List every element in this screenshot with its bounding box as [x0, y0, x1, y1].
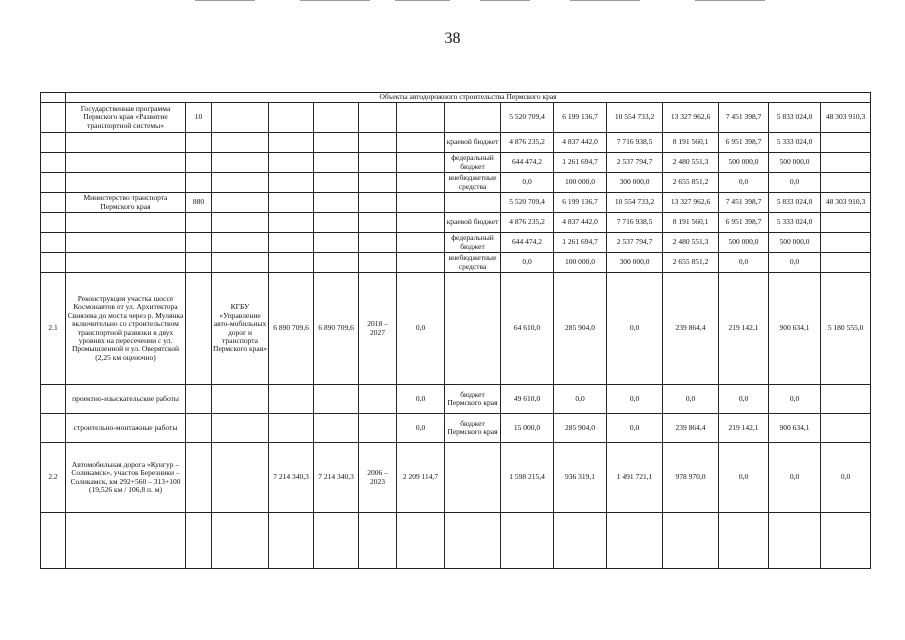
- row-value-cell: 5 520 709,4: [501, 103, 554, 133]
- row-agent-cell: [212, 213, 269, 233]
- row-source-cell: краевой бюджет: [445, 133, 501, 153]
- row-value-cell: 0,0: [663, 385, 719, 414]
- table-row: [41, 513, 871, 569]
- row-value-cell: 5 333 024,0: [769, 213, 821, 233]
- row-source-cell: бюджет Пермского края: [445, 385, 501, 414]
- row-name-cell: [66, 233, 186, 253]
- row-value-cell: 900 634,1: [769, 414, 821, 443]
- row-cost2-cell: [314, 103, 359, 133]
- row-cost-cell: [269, 153, 314, 173]
- row-period-cell: [359, 103, 397, 133]
- table-row: [41, 253, 871, 273]
- table-row: [41, 385, 871, 414]
- row-cost2-cell: [314, 414, 359, 443]
- row-cost2-cell: [314, 385, 359, 414]
- row-prev-cell: 0,0: [397, 273, 445, 385]
- row-total-cell: [821, 414, 871, 443]
- row-period-cell: [359, 213, 397, 233]
- row-cost-cell: [269, 513, 314, 569]
- row-cost-cell: [269, 173, 314, 193]
- row-value-cell: 239 864,4: [663, 414, 719, 443]
- row-period-cell: [359, 513, 397, 569]
- row-cost-cell: [269, 233, 314, 253]
- row-value-cell: 8 191 560,1: [663, 133, 719, 153]
- row-value-cell: 13 327 962,6: [663, 103, 719, 133]
- row-agent-cell: [212, 443, 269, 513]
- row-code-cell: [186, 253, 212, 273]
- row-cost2-cell: 6 890 709,6: [314, 273, 359, 385]
- row-code-cell: [186, 233, 212, 253]
- row-name-cell: [66, 253, 186, 273]
- row-value-cell: 500 000,0: [769, 233, 821, 253]
- row-cost2-cell: [314, 233, 359, 253]
- table-row: [41, 233, 871, 253]
- row-total-cell: 0,0: [821, 443, 871, 513]
- row-source-cell: [445, 273, 501, 385]
- row-value-cell: 2 537 794,7: [607, 153, 663, 173]
- table-row: [41, 213, 871, 233]
- row-cost-cell: 6 890 709,6: [269, 273, 314, 385]
- row-total-cell: [821, 513, 871, 569]
- row-value-cell: 64 610,0: [501, 273, 554, 385]
- row-period-cell: [359, 253, 397, 273]
- row-period-cell: 2018 – 2027: [359, 273, 397, 385]
- row-prev-cell: [397, 253, 445, 273]
- row-code-cell: [186, 414, 212, 443]
- row-agent-cell: [212, 153, 269, 173]
- row-value-cell: 100 000,0: [554, 173, 607, 193]
- row-agent-cell: [212, 513, 269, 569]
- row-value-cell: 1 491 721,1: [607, 443, 663, 513]
- row-value-cell: 100 000,0: [554, 253, 607, 273]
- row-period-cell: 2006 – 2023: [359, 443, 397, 513]
- row-value-cell: [554, 513, 607, 569]
- row-value-cell: 5 833 024,0: [769, 103, 821, 133]
- row-number-cell: [41, 133, 66, 153]
- row-source-cell: федеральный бюджет: [445, 233, 501, 253]
- row-code-cell: 880: [186, 193, 212, 213]
- row-value-cell: 0,0: [719, 385, 769, 414]
- row-total-cell: 48 303 910,3: [821, 103, 871, 133]
- row-value-cell: 6 951 398,7: [719, 133, 769, 153]
- row-name-cell: проектно-изыскательские работы: [66, 385, 186, 414]
- row-name-cell: строительно-монтажные работы: [66, 414, 186, 443]
- row-value-cell: 7 451 398,7: [719, 103, 769, 133]
- table-row: [41, 153, 871, 173]
- row-value-cell: [663, 513, 719, 569]
- row-value-cell: 6 199 136,7: [554, 193, 607, 213]
- row-prev-cell: [397, 153, 445, 173]
- row-agent-cell: [212, 173, 269, 193]
- row-total-cell: [821, 213, 871, 233]
- row-period-cell: [359, 414, 397, 443]
- row-code-cell: [186, 173, 212, 193]
- row-name-cell: Государственная программа Пермского края «Развитие транспортной системы»: [66, 103, 186, 133]
- row-total-cell: [821, 133, 871, 153]
- row-source-cell: [445, 443, 501, 513]
- row-value-cell: 0,0: [607, 414, 663, 443]
- row-prev-cell: [397, 173, 445, 193]
- table-row: [41, 443, 871, 513]
- row-period-cell: [359, 385, 397, 414]
- page-number: 38: [444, 30, 461, 47]
- row-value-cell: 0,0: [769, 173, 821, 193]
- row-agent-cell: [212, 253, 269, 273]
- row-value-cell: 0,0: [607, 273, 663, 385]
- row-cost-cell: [269, 253, 314, 273]
- row-total-cell: 48 303 910,3: [821, 193, 871, 213]
- row-period-cell: [359, 193, 397, 213]
- row-cost2-cell: [314, 133, 359, 153]
- row-number-cell: [41, 173, 66, 193]
- row-source-cell: внебюджетные средства: [445, 173, 501, 193]
- row-number-cell: [41, 414, 66, 443]
- row-name-cell: [66, 153, 186, 173]
- row-value-cell: 6 951 398,7: [719, 213, 769, 233]
- row-source-cell: федеральный бюджет: [445, 153, 501, 173]
- table-row: [41, 273, 871, 385]
- table-row: [41, 103, 871, 133]
- table-row: [41, 173, 871, 193]
- row-source-cell: [445, 193, 501, 213]
- row-value-cell: 4 876 235,2: [501, 213, 554, 233]
- row-value-cell: 7 451 398,7: [719, 193, 769, 213]
- row-value-cell: 644 474,2: [501, 153, 554, 173]
- row-value-cell: [501, 513, 554, 569]
- row-value-cell: [719, 513, 769, 569]
- row-value-cell: 900 634,1: [769, 273, 821, 385]
- row-period-cell: [359, 153, 397, 173]
- row-value-cell: 0,0: [769, 385, 821, 414]
- row-cost2-cell: [314, 513, 359, 569]
- row-source-cell: [445, 513, 501, 569]
- row-agent-cell: [212, 133, 269, 153]
- row-code-cell: 10: [186, 103, 212, 133]
- table-body: [41, 103, 871, 569]
- row-value-cell: 644 474,2: [501, 233, 554, 253]
- row-total-cell: [821, 385, 871, 414]
- row-number-cell: [41, 153, 66, 173]
- row-value-cell: 500 000,0: [719, 233, 769, 253]
- row-total-cell: [821, 153, 871, 173]
- row-prev-cell: 2 209 114,7: [397, 443, 445, 513]
- row-agent-cell: [212, 385, 269, 414]
- row-value-cell: 978 970,0: [663, 443, 719, 513]
- row-value-cell: 2 655 851,2: [663, 173, 719, 193]
- row-number-cell: [41, 253, 66, 273]
- row-prev-cell: [397, 513, 445, 569]
- row-value-cell: 1 598 215,4: [501, 443, 554, 513]
- row-value-cell: 0,0: [554, 385, 607, 414]
- row-cost2-cell: [314, 213, 359, 233]
- row-code-cell: [186, 273, 212, 385]
- row-value-cell: [769, 513, 821, 569]
- row-value-cell: 6 199 136,7: [554, 103, 607, 133]
- row-value-cell: 285 904,0: [554, 273, 607, 385]
- row-number-cell: [41, 193, 66, 213]
- row-agent-cell: КГБУ «Управление авто-мобильных дорог и транспорта Пермского края»: [212, 273, 269, 385]
- table-row: [41, 414, 871, 443]
- row-code-cell: [186, 385, 212, 414]
- row-code-cell: [186, 213, 212, 233]
- row-value-cell: 4 837 442,0: [554, 133, 607, 153]
- row-number-cell: [41, 385, 66, 414]
- row-value-cell: 7 716 938,5: [607, 213, 663, 233]
- row-period-cell: [359, 233, 397, 253]
- row-value-cell: 239 864,4: [663, 273, 719, 385]
- row-source-cell: внебюджетные средства: [445, 253, 501, 273]
- row-value-cell: 300 000,0: [607, 173, 663, 193]
- row-value-cell: 2 655 851,2: [663, 253, 719, 273]
- section-header: Объекты автодорожного строительства Пермского края: [66, 93, 871, 103]
- row-value-cell: 300 000,0: [607, 253, 663, 273]
- row-value-cell: 285 904,0: [554, 414, 607, 443]
- row-value-cell: 7 716 938,5: [607, 133, 663, 153]
- row-value-cell: 2 537 794,7: [607, 233, 663, 253]
- row-cost2-cell: [314, 193, 359, 213]
- row-prev-cell: 0,0: [397, 385, 445, 414]
- row-code-cell: [186, 153, 212, 173]
- row-code-cell: [186, 513, 212, 569]
- row-cost-cell: [269, 193, 314, 213]
- header-blank-cell: [41, 93, 66, 103]
- table-row: [41, 193, 871, 213]
- row-value-cell: 0,0: [501, 253, 554, 273]
- row-prev-cell: [397, 233, 445, 253]
- row-agent-cell: [212, 103, 269, 133]
- row-value-cell: 0,0: [769, 443, 821, 513]
- row-prev-cell: [397, 133, 445, 153]
- row-number-cell: [41, 103, 66, 133]
- row-number-cell: [41, 213, 66, 233]
- row-value-cell: 1 261 694,7: [554, 153, 607, 173]
- row-value-cell: 219 142,1: [719, 273, 769, 385]
- row-prev-cell: [397, 193, 445, 213]
- row-total-cell: [821, 233, 871, 253]
- row-value-cell: [607, 513, 663, 569]
- row-cost-cell: [269, 103, 314, 133]
- row-total-cell: [821, 173, 871, 193]
- row-cost2-cell: 7 214 340,3: [314, 443, 359, 513]
- row-value-cell: 15 000,0: [501, 414, 554, 443]
- row-cost-cell: 7 214 340,3: [269, 443, 314, 513]
- budget-table: [40, 92, 871, 569]
- row-cost2-cell: [314, 153, 359, 173]
- row-number-cell: [41, 233, 66, 253]
- row-cost-cell: [269, 414, 314, 443]
- row-value-cell: 2 480 551,3: [663, 153, 719, 173]
- row-period-cell: [359, 173, 397, 193]
- row-cost2-cell: [314, 253, 359, 273]
- row-value-cell: 5 520 709,4: [501, 193, 554, 213]
- row-value-cell: 2 480 551,3: [663, 233, 719, 253]
- row-source-cell: краевой бюджет: [445, 213, 501, 233]
- row-total-cell: 5 180 555,0: [821, 273, 871, 385]
- row-number-cell: 2.1: [41, 273, 66, 385]
- row-value-cell: 13 327 962,6: [663, 193, 719, 213]
- row-period-cell: [359, 133, 397, 153]
- row-source-cell: [445, 103, 501, 133]
- row-value-cell: 10 554 733,2: [607, 193, 663, 213]
- row-value-cell: 49 610,0: [501, 385, 554, 414]
- row-code-cell: [186, 133, 212, 153]
- row-cost2-cell: [314, 173, 359, 193]
- row-agent-cell: [212, 193, 269, 213]
- row-value-cell: 8 191 560,1: [663, 213, 719, 233]
- row-value-cell: 0,0: [719, 253, 769, 273]
- row-value-cell: 0,0: [719, 173, 769, 193]
- row-cost-cell: [269, 213, 314, 233]
- row-name-cell: [66, 213, 186, 233]
- row-value-cell: 5 333 024,0: [769, 133, 821, 153]
- row-cost-cell: [269, 385, 314, 414]
- row-cost-cell: [269, 133, 314, 153]
- row-source-cell: бюджет Пермского края: [445, 414, 501, 443]
- row-value-cell: 219 142,1: [719, 414, 769, 443]
- row-value-cell: 0,0: [501, 173, 554, 193]
- row-value-cell: 10 554 733,2: [607, 103, 663, 133]
- row-value-cell: 4 837 442,0: [554, 213, 607, 233]
- row-prev-cell: [397, 213, 445, 233]
- section-header-row: [41, 93, 871, 103]
- row-number-cell: [41, 513, 66, 569]
- row-name-cell: [66, 133, 186, 153]
- table-row: [41, 133, 871, 153]
- row-name-cell: Реконструкция участка шоссе Космонавтов от ул. Архитектора Свиязева до моста через р. Мулянка включительно со строительством транспортной развязки в двух уровнях на пересечении с ул. Промышленной и ул. Оверятской (2,25 км оценочно): [66, 273, 186, 385]
- row-value-cell: 5 833 024,0: [769, 193, 821, 213]
- row-value-cell: 4 876 235,2: [501, 133, 554, 153]
- row-value-cell: 936 319,1: [554, 443, 607, 513]
- row-prev-cell: 0,0: [397, 414, 445, 443]
- row-value-cell: 0,0: [719, 443, 769, 513]
- row-value-cell: 0,0: [607, 385, 663, 414]
- row-code-cell: [186, 443, 212, 513]
- row-value-cell: 500 000,0: [719, 153, 769, 173]
- row-name-cell: [66, 173, 186, 193]
- row-total-cell: [821, 253, 871, 273]
- row-name-cell: Министерство транспорта Пермского края: [66, 193, 186, 213]
- row-number-cell: 2.2: [41, 443, 66, 513]
- row-name-cell: [66, 513, 186, 569]
- row-prev-cell: [397, 103, 445, 133]
- row-agent-cell: [212, 233, 269, 253]
- row-value-cell: 500 000,0: [769, 153, 821, 173]
- row-name-cell: Автомобильная дорога «Кунгур – Соликамск», участок Березники – Соликамск, км 292+560 – 313+100 (19,526 км / 106,8 п. м): [66, 443, 186, 513]
- row-value-cell: 0,0: [769, 253, 821, 273]
- row-value-cell: 1 261 694,7: [554, 233, 607, 253]
- row-agent-cell: [212, 414, 269, 443]
